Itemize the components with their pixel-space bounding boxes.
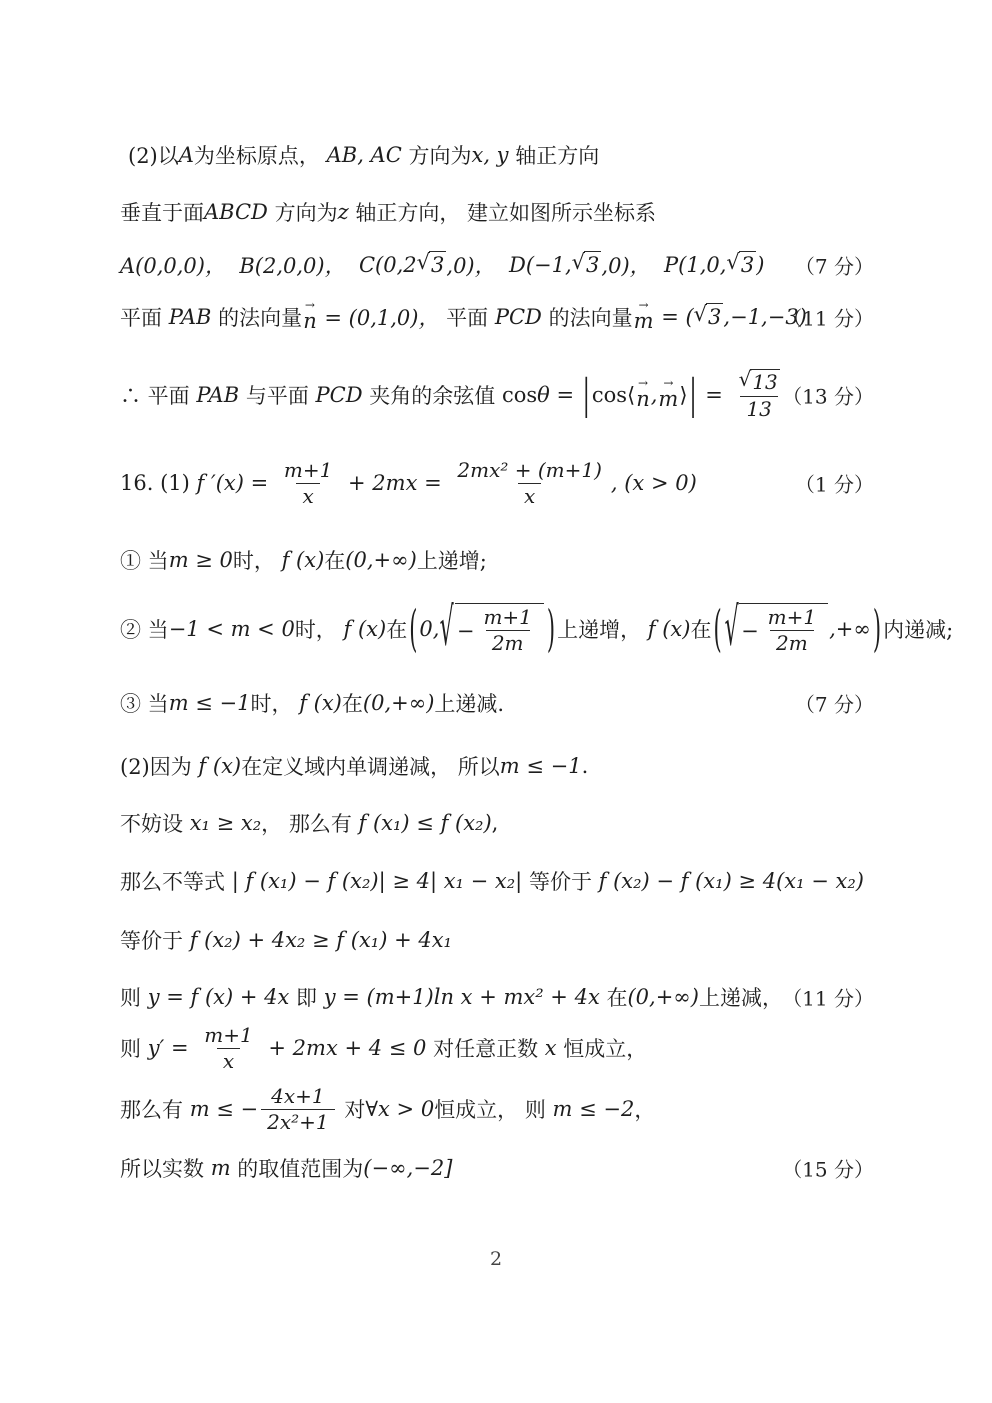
condition: m ≤ −1 [499, 754, 582, 778]
vector-letter: m [633, 308, 654, 333]
cn-text: 对 [337, 1098, 366, 1122]
point-b: B(2,0,0)， [239, 254, 359, 278]
vector-letter: m [658, 386, 679, 411]
math-text: f (x₂) + 4x₂ ≥ f (x₁) + 4x₁ [189, 928, 452, 952]
cn-text: 与平面 [239, 384, 316, 408]
cn-text: 平面 [446, 306, 495, 330]
cn-text: 在 [690, 618, 712, 642]
vector-arrow-icon: → [663, 376, 674, 391]
math-text: + 2mx + 4 ≤ 0 [261, 1036, 427, 1060]
cn-text: 的取值范围为 [230, 1157, 364, 1181]
radical-icon: √ [440, 597, 455, 658]
point-d: D(−1, [508, 253, 572, 277]
radicand: 3 [431, 253, 445, 278]
numerator [733, 369, 786, 396]
f-of-x: f (x) [647, 617, 691, 641]
case-marker: ① 当 [120, 549, 169, 573]
big-paren-left: ( [409, 600, 418, 658]
cn-text: 那么不等式 [120, 870, 232, 894]
cn-text: 在 [386, 618, 408, 642]
cn-text: 上递减， [699, 986, 783, 1010]
math-text: ,−1,−3) [723, 305, 807, 329]
sqrt-13 [739, 369, 780, 395]
numerator: m+1 [283, 457, 333, 482]
math-text: m ≤ −2 [552, 1097, 635, 1121]
y-prime: y′ [147, 1036, 165, 1060]
cn-text: 则 [120, 1037, 148, 1061]
line-case-2 [120, 585, 954, 673]
vector-letter: n [636, 386, 650, 411]
math-text: + 2mx = [341, 471, 449, 495]
cn-text: (2)以 [128, 144, 179, 168]
denominator: 2m [770, 630, 814, 655]
radical-icon: √ [571, 250, 586, 275]
cn-text: 平面 [120, 306, 169, 330]
vector-m [658, 376, 679, 411]
f-of-x: f (x) [299, 691, 342, 715]
radicand: 13 [752, 370, 778, 394]
score-label: （13 分） [782, 384, 874, 409]
cn-text: (2)因为 [120, 755, 199, 779]
cn-text: 时， [294, 618, 344, 642]
math-text: y = f (x) + 4x [147, 985, 290, 1009]
interval: (0,+∞) [362, 691, 435, 715]
score-label: （11 分） [782, 986, 874, 1011]
cn-text: 时， [232, 549, 282, 573]
minus-sign: − [456, 618, 475, 643]
line-monotonic-conclusion [120, 982, 874, 1012]
cn-text: 的法向量 [211, 306, 303, 330]
fraction [261, 1085, 335, 1134]
line-cosine-conclusion [120, 360, 874, 430]
math-text: m ≤ − [189, 1097, 259, 1121]
f-of-x: f (x) [281, 548, 325, 572]
point-c: C(0,2 [358, 253, 417, 277]
math-text: f (x₂) − f (x₁) ≥ 4(x₁ − x₂) [598, 869, 864, 893]
problem-label: 16. (1) [120, 471, 197, 495]
equals-sign: = [243, 471, 275, 495]
radical-icon: √ [724, 597, 739, 658]
equals-sign: = [549, 383, 581, 407]
radicand: 3 [586, 253, 600, 278]
radicand [455, 603, 544, 655]
interval: (0,+∞) [627, 985, 699, 1009]
score-label: （7 分） [794, 254, 874, 279]
cn-text: 轴正方向 [508, 144, 600, 168]
fraction [762, 606, 822, 655]
forall-condition: ∀x > 0 [365, 1097, 435, 1121]
condition: m ≤ −1 [168, 691, 251, 715]
f-prime-x: f ′(x) [196, 471, 244, 495]
cn-text: 为坐标原点， [193, 144, 327, 168]
cos-operator: cos [591, 383, 627, 407]
cn-text: 恒成立， 则 [434, 1098, 553, 1122]
cn-text: 方向为 [267, 201, 338, 225]
math-text: PCD [494, 305, 542, 329]
page-number: 2 [489, 1248, 503, 1270]
numerator: 2mx² + (m+1) [457, 457, 602, 482]
math-text: | f (x₁) − f (x₂)| ≥ 4| x₁ − x₂| [231, 869, 523, 893]
cn-text: 垂直于面 [120, 201, 204, 225]
cn-text: , [491, 811, 499, 835]
condition: −1 < m < 0 [168, 617, 295, 641]
radical-icon: √ [726, 250, 740, 275]
math-text: ABCD [204, 200, 268, 224]
numerator: m+1 [767, 605, 817, 629]
cn-text: 在 [599, 986, 628, 1010]
vector-arrow-icon: → [638, 298, 649, 313]
math-text: AB, AC [326, 143, 402, 167]
denominator: x [296, 483, 319, 508]
line-m-bound [120, 1077, 874, 1141]
score-label: （7 分） [794, 692, 874, 717]
line-part2-premise [120, 751, 874, 781]
math-text: = (0,1,0)， [317, 306, 447, 330]
numerator: m+1 [483, 605, 532, 629]
point-c-tail: ,0)， [446, 254, 509, 278]
case-marker: ③ 当 [120, 692, 169, 716]
score-label: （11 分） [782, 306, 874, 331]
angle-bracket-left: ⟨ [627, 383, 636, 407]
condition: m ≥ 0 [168, 548, 233, 572]
line-inequality-equiv-1 [120, 866, 874, 896]
cn-text: 不妨设 [120, 812, 190, 836]
line-final-answer [120, 1153, 874, 1183]
line-case-3 [120, 688, 874, 718]
math-text: PCD [315, 383, 363, 407]
equals-sign: = [698, 383, 730, 407]
sqrt-fraction [724, 597, 828, 658]
math-text: x₁ ≥ x₂ [189, 811, 262, 835]
vector-n [636, 376, 650, 411]
fraction [451, 459, 608, 508]
denominator: 13 [740, 396, 777, 421]
denominator: x [217, 1048, 240, 1073]
vector-arrow-icon: → [304, 298, 315, 313]
line-point-coordinates [120, 250, 874, 280]
theta-symbol: θ [537, 383, 550, 407]
interval: (0,+∞) [345, 548, 417, 572]
line-16-1-derivative [120, 447, 874, 519]
radicand: 3 [708, 305, 722, 330]
point-p-tail: ) [756, 253, 765, 277]
cn-text: 恒成立， [556, 1037, 648, 1061]
denominator: 2m [486, 630, 530, 655]
cn-text: 则 [120, 986, 148, 1010]
interval-end: ,+∞ [829, 617, 871, 641]
radicand: 3 [740, 253, 755, 278]
cn-text: 对任意正数 [426, 1037, 545, 1061]
cn-text: 上递增， [557, 618, 648, 642]
vector-letter: n [303, 308, 317, 333]
point-p: P(1,0, [664, 253, 727, 277]
cn-text: 在 [341, 692, 363, 716]
cos-operator: cos [501, 383, 538, 407]
numerator: 4x+1 [271, 1083, 325, 1108]
f-of-x: f (x) [343, 617, 387, 641]
math-text: z [337, 200, 349, 224]
line-assume [120, 808, 874, 838]
line-inequality-equiv-2 [120, 925, 874, 955]
score-label: （1 分） [794, 472, 874, 497]
point-d-tail: ,0)， [601, 254, 665, 278]
math-text: A [178, 143, 194, 167]
case-marker: ② 当 [120, 618, 169, 642]
sqrt-3 [417, 251, 447, 278]
cn-text: 即 [289, 986, 324, 1010]
cn-text: 轴正方向， 建立如图所示坐标系 [348, 201, 657, 225]
sqrt-3 [694, 303, 724, 330]
math-text: y = (m+1)ln x + mx² + 4x [323, 985, 600, 1009]
line-normal-vectors [120, 296, 874, 338]
cn-text: 方向为 [401, 144, 472, 168]
point-a: A(0,0,0)， [120, 254, 240, 278]
cn-text: 的法向量 [541, 306, 633, 330]
math-text: PAB [168, 305, 212, 329]
cn-text: 等价于 [522, 870, 599, 894]
sqrt-3 [572, 251, 602, 278]
vector-n [303, 298, 317, 333]
cn-text: 时， [250, 692, 300, 716]
math-text: x [544, 1036, 557, 1060]
line-setup-2 [120, 197, 874, 227]
math-text: m [210, 1156, 231, 1180]
cn-text: 上递增; [416, 549, 487, 573]
interval-start: 0, [419, 617, 440, 641]
line-case-1 [120, 545, 874, 575]
numerator: m+1 [204, 1022, 253, 1047]
cn-text: 等价于 [120, 929, 190, 953]
sqrt-fraction [440, 597, 543, 658]
f-of-x: f (x) [198, 754, 242, 778]
sqrt-3 [726, 251, 756, 278]
domain-condition: , (x > 0) [610, 471, 697, 495]
denominator: x [518, 483, 541, 508]
therefore-text: ∴ 平面 [120, 384, 197, 408]
fraction [477, 606, 537, 655]
cn-text: ， 那么有 [261, 812, 359, 836]
denominator: 2x²+1 [261, 1109, 335, 1134]
math-text: = ( [654, 305, 694, 329]
abs-bar: | [689, 371, 697, 419]
cn-text: . [581, 754, 589, 778]
answer-interval: (−∞,−2] [363, 1156, 453, 1180]
math-text: f (x₁) ≤ f (x₂) [358, 811, 492, 835]
minus-sign: − [741, 618, 759, 643]
math-text: x, y [471, 143, 509, 167]
fraction [733, 369, 786, 421]
abs-bar: | [582, 371, 590, 419]
comma: , [650, 383, 658, 407]
cn-text: 在 [324, 549, 346, 573]
math-text: PAB [196, 383, 240, 407]
big-paren-left: ( [713, 600, 722, 658]
line-setup-1 [128, 140, 874, 170]
cn-text: 在定义域内单调递减， 所以 [241, 755, 500, 779]
score-label: （15 分） [782, 1157, 874, 1182]
cn-text: 那么有 [120, 1098, 190, 1122]
radical-icon: √ [693, 302, 708, 327]
fraction [278, 459, 338, 508]
vector-arrow-icon: → [637, 376, 648, 391]
angle-bracket-right: ⟩ [679, 383, 688, 407]
line-derivative-condition [120, 1017, 874, 1079]
radical-icon: √ [416, 250, 431, 275]
cn-text: ， [634, 1098, 656, 1122]
cn-text: 内递减; [883, 618, 954, 642]
vector-m [633, 298, 654, 333]
radicand [739, 603, 828, 655]
cn-text: 上递减. [434, 692, 505, 716]
big-paren-right: ) [872, 600, 882, 658]
radical-icon: √ [738, 367, 752, 391]
cn-text: 夹角的余弦值 [362, 384, 502, 408]
fraction [198, 1024, 258, 1073]
cn-text: 所以实数 [120, 1157, 211, 1181]
equals-sign: = [164, 1036, 196, 1060]
big-paren-right: ) [546, 600, 556, 658]
